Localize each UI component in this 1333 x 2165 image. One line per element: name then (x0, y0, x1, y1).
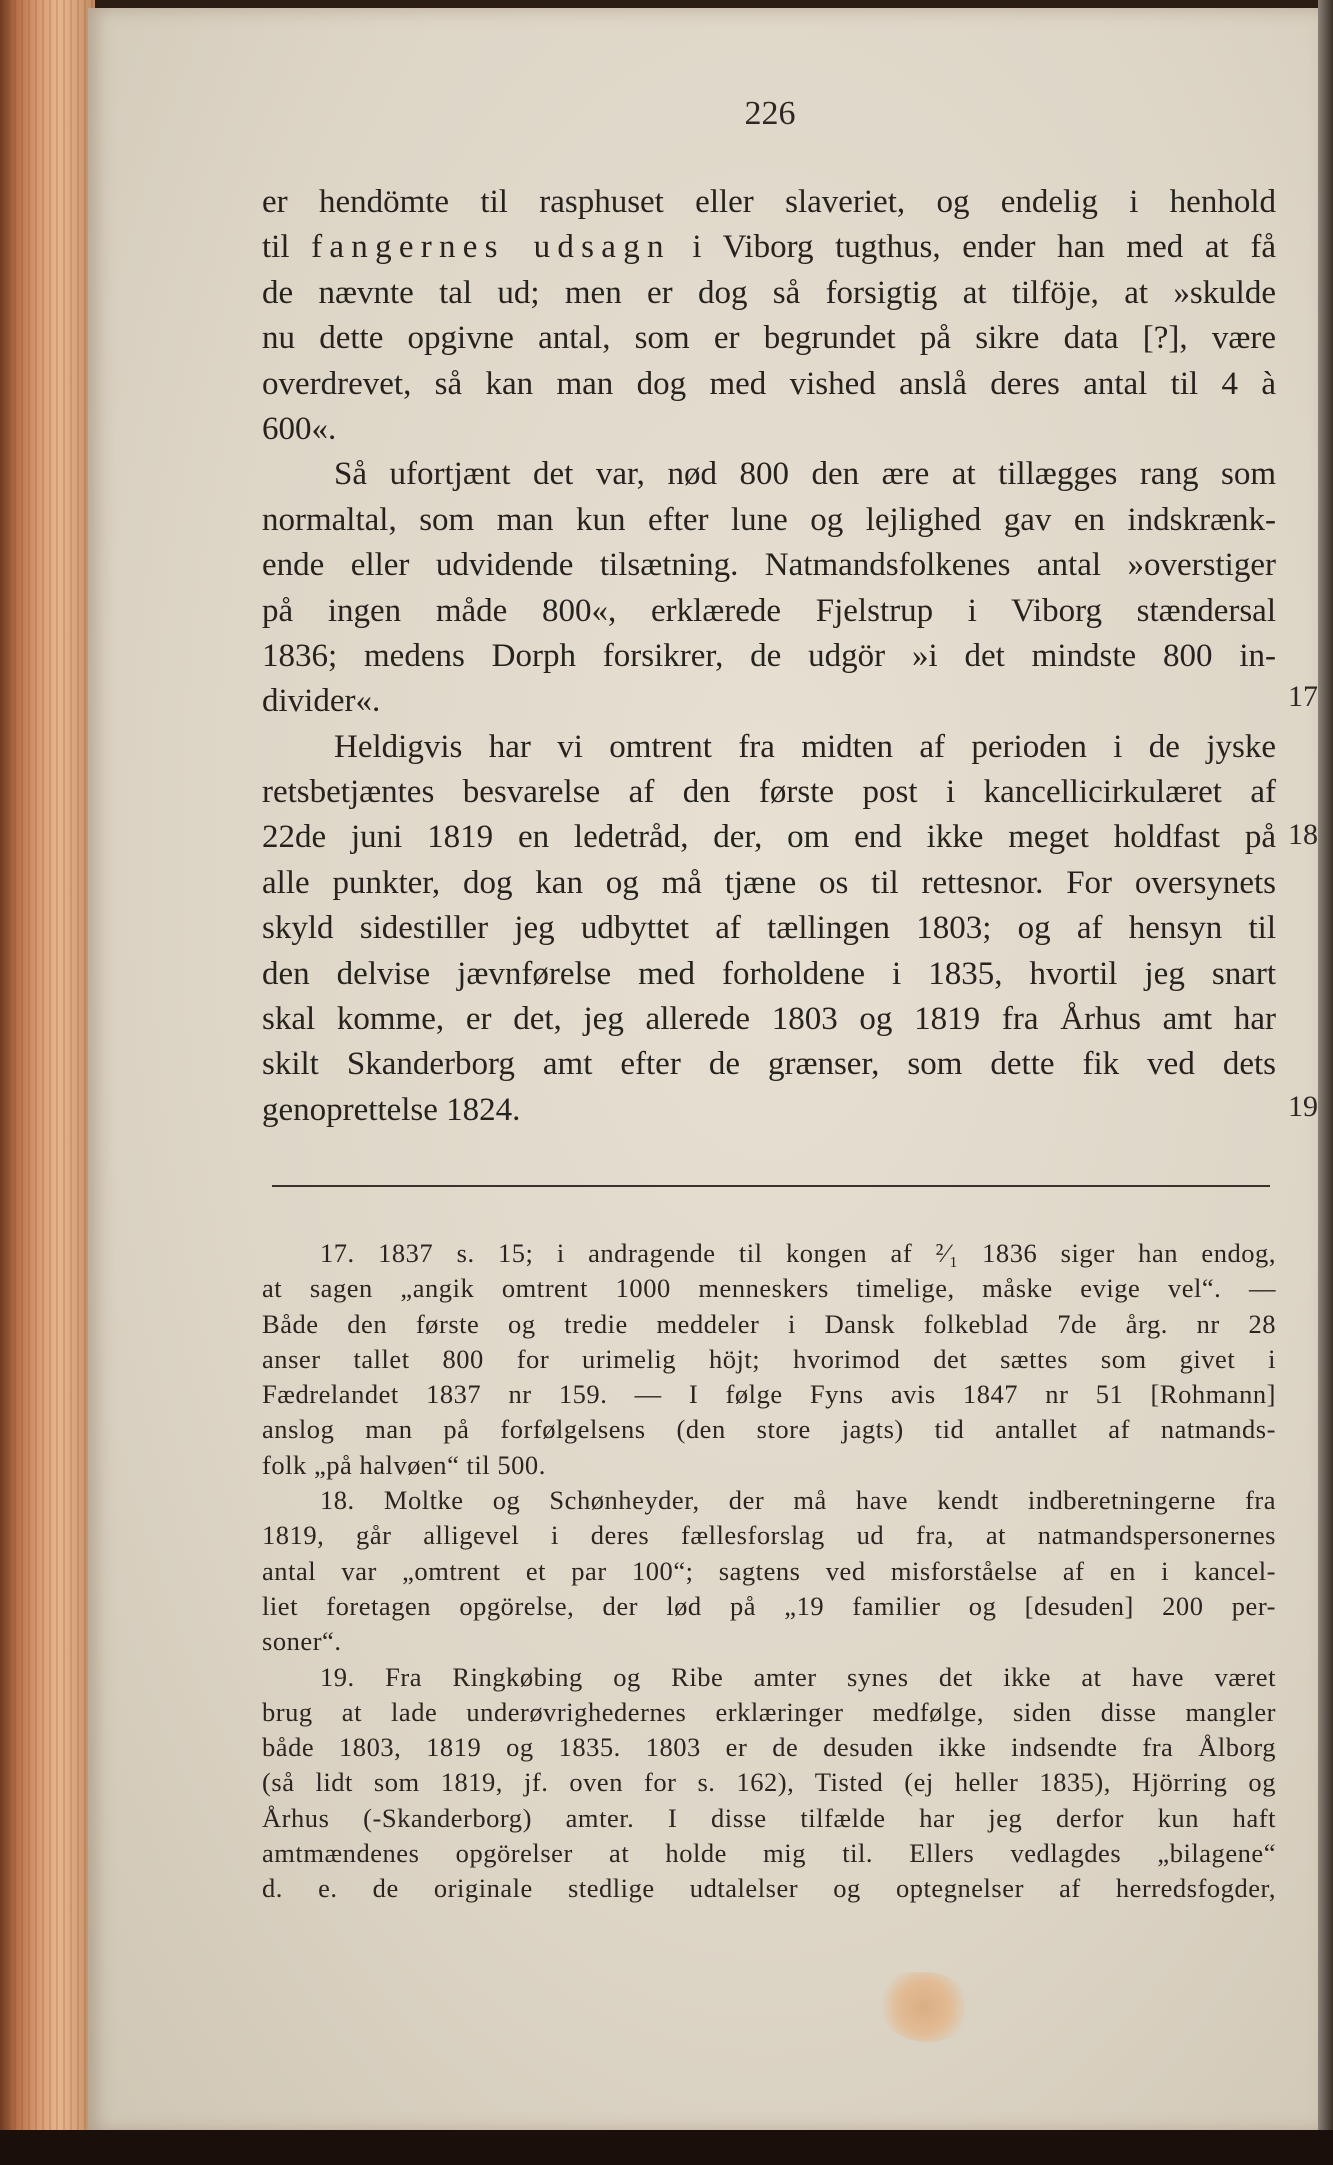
footnote-line: Århus (-Skanderborg) amter. I disse tilfælde har jeg derfor kun haft (262, 1802, 1276, 1833)
body-line: 1836; medens Dorph forsikrer, de udgör »i det mindste 800 in- (262, 637, 1276, 674)
body-line: alle punkter, dog kan og må tjæne os til rettesnor. For oversynets (262, 864, 1276, 901)
body-line: Heldigvis har vi omtrent fra midten af perioden i de jyske (334, 728, 1276, 765)
bottom-shadow (0, 2130, 1333, 2165)
margin-note-18: 18 (1288, 818, 1318, 851)
footnote-line: antal var „omtrent et par 100“; sagtens ved misforståelse af en i kancel- (262, 1555, 1276, 1586)
footnote-line: både 1803, 1819 og 1835. 1803 er de desuden ikke indsendte fra Ålborg (262, 1732, 1276, 1763)
body-line: overdrevet, så kan man dog med vished anslå deres antal til 4 à (262, 365, 1276, 402)
body-line: ende eller udvidende tilsætning. Natmandsfolkenes antal »overstiger (262, 547, 1276, 584)
body-line: den delvise jævnførelse med forholdene i 1835, hvortil jeg snart (262, 955, 1276, 992)
margin-note-17: 17 (1288, 680, 1318, 713)
body-text-run: til (262, 229, 312, 266)
body-line: skilt Skanderborg amt efter de grænser, som dette fik ved dets (262, 1046, 1276, 1083)
footnote-line: 19. Fra Ringkøbing og Ribe amter synes det ikke at have været (320, 1661, 1276, 1692)
body-line: genoprettelse 1824. (262, 1091, 521, 1128)
body-line: de nævnte tal ud; men er dog så forsigtig at tilföje, at »skulde (262, 274, 1276, 311)
body-line: skal komme, er det, jeg allerede 1803 og 1819 fra Århus amt har (262, 1001, 1276, 1038)
spine-texture (0, 0, 95, 2165)
body-line: 22de juni 1819 en ledetråd, der, om end ikke meget holdfast på (262, 819, 1276, 856)
margin-note-19: 19 (1288, 1090, 1318, 1123)
footnotes (262, 1236, 1276, 1907)
body-line: 600«. (262, 410, 337, 447)
footnote-line: soner“. (262, 1626, 342, 1657)
footnote-line: 17. 1837 s. 15; i andragende til kongen af ²⁄₁ 1836 siger han endog, (320, 1238, 1276, 1268)
footnote-line: d. e. de originale stedlige udtalelser og optegnelser af herredsfogder, (262, 1873, 1276, 1904)
footnote-line: (så lidt som 1819, jf. oven for s. 162), Tisted (ej heller 1835), Hjörring og (262, 1767, 1276, 1798)
page-number: 226 (744, 95, 796, 132)
body-line: Så ufortjænt det var, nød 800 den ære at tillægges rang som (334, 456, 1276, 493)
footnote-divider (272, 1185, 1270, 1187)
body-line: normaltal, som man kun efter lune og lejlighed gav en indskrænk- (262, 501, 1276, 538)
footnote-line: Både den første og tredie meddeler i Dansk folkeblad 7de årg. nr 28 (262, 1308, 1276, 1339)
page-right-edge (1318, 0, 1333, 2165)
footnote-line: anslog man på forfølgelsens (den store jagts) tid antallet af natmands- (262, 1414, 1276, 1445)
footnote-line: anser tallet 800 for urimelig höjt; hvorimod det sættes som givet i (262, 1343, 1276, 1374)
footnote-line: 1819, går alligevel i deres fællesforslag ud fra, at natmandspersonernes (262, 1520, 1276, 1551)
body-text (262, 180, 1276, 1133)
footnote-line: brug at lade underøvrighedernes erklæringer medfølge, siden disse mangler (262, 1696, 1276, 1727)
footnote-line: 18. Moltke og Schønheyder, der må have kendt indberetningerne fra (320, 1485, 1276, 1516)
emphasized-text: fangernes udsagn (311, 229, 671, 266)
body-line-spaced (262, 225, 1276, 270)
body-line: skyld sidestiller jeg udbyttet af tællingen 1803; og af hensyn til (262, 910, 1276, 947)
body-line: er hendömte til rasphuset eller slaveriet, og endelig i henhold (262, 184, 1276, 220)
footnote-line: liet foretagen opgörelse, der lød på „19 familier og [desuden] 200 per- (262, 1590, 1276, 1621)
footnote-line: folk „på halvøen“ til 500. (262, 1449, 546, 1480)
body-line: nu dette opgivne antal, som er begrundet på sikre data [?], være (262, 320, 1276, 357)
body-line: retsbetjæntes besvarelse af den første post i kancellicirkulæret af (262, 774, 1276, 811)
body-line: divider«. (262, 683, 381, 720)
footnote-line: Fædrelandet 1837 nr 159. — I følge Fyns avis 1847 nr 51 [Rohmann] (262, 1379, 1276, 1410)
footnote-line: at sagen „angik omtrent 1000 menneskers timelige, måske evige vel“. — (262, 1273, 1276, 1304)
body-line: på ingen måde 800«, erklærede Fjelstrup i Viborg stændersal (262, 592, 1276, 629)
body-text-run: i Viborg tugthus, ender han med at få (670, 229, 1276, 266)
footnote-line: amtmændenes opgörelser at holde mig til. Ellers vedlagdes „bilagene“ (262, 1838, 1276, 1869)
